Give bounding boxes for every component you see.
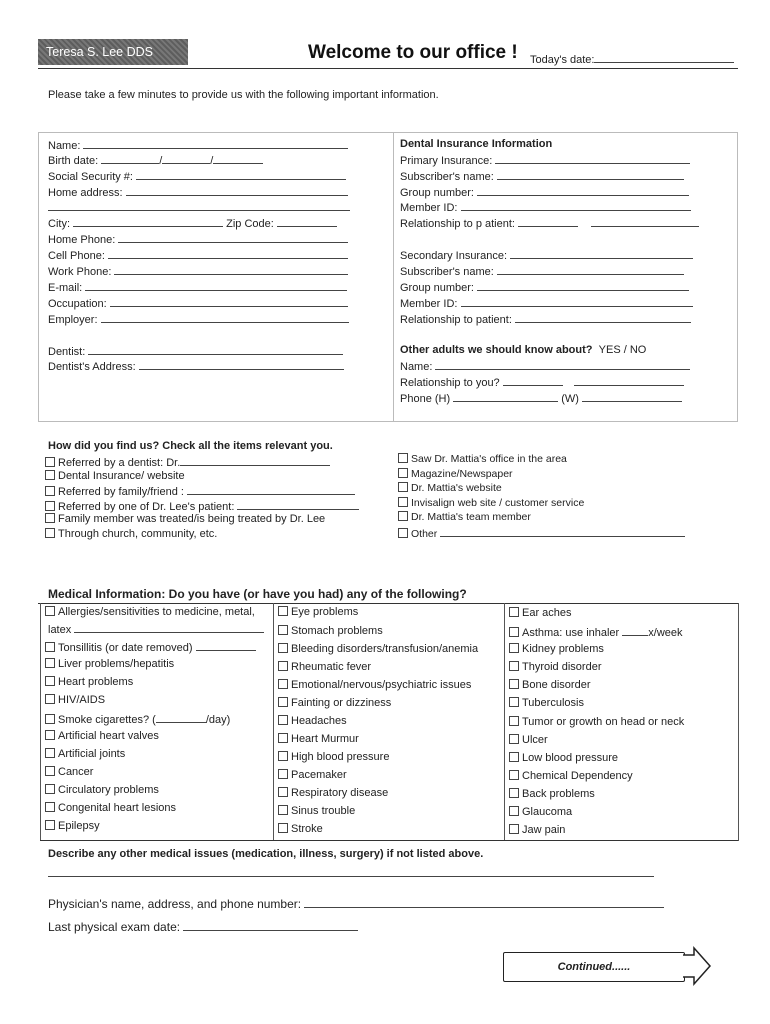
medical-item[interactable] — [278, 715, 347, 727]
other-issues-line[interactable] — [48, 876, 654, 877]
medical-item[interactable] — [45, 640, 256, 654]
checkbox[interactable] — [45, 528, 55, 538]
medical-item-label: Respiratory disease — [291, 787, 389, 799]
medical-item-label: Congenital heart lesions — [58, 802, 177, 814]
medical-item[interactable] — [509, 716, 684, 728]
referral-option-other[interactable] — [398, 526, 685, 541]
city-label: City: — [48, 218, 70, 230]
checkbox[interactable] — [278, 751, 288, 761]
medical-item[interactable] — [278, 625, 383, 637]
subscriber-name-2-field[interactable] — [400, 264, 684, 278]
medical-item[interactable] — [45, 820, 100, 832]
referral-option-label: Referred by family/friend : — [58, 486, 184, 498]
checkbox[interactable] — [509, 752, 519, 762]
medical-right-border — [738, 603, 739, 841]
checkbox[interactable] — [509, 697, 519, 707]
medical-item[interactable] — [278, 679, 471, 691]
address-line-2[interactable] — [48, 210, 350, 211]
other-adults-yes-no[interactable]: YES / NO — [598, 344, 647, 356]
checkbox[interactable] — [509, 770, 519, 780]
continued-label: Continued...... — [503, 952, 685, 982]
medical-item[interactable] — [278, 606, 358, 618]
home-address-label: Home address: — [48, 187, 123, 199]
medical-item[interactable] — [278, 769, 347, 781]
header-rule — [38, 68, 738, 69]
checkbox[interactable] — [278, 823, 288, 833]
member-id-2-label: Member ID: — [400, 298, 458, 310]
medical-item-label: Bleeding disorders/transfusion/anemia — [291, 643, 479, 655]
section-right-border — [737, 132, 738, 422]
checkbox[interactable] — [398, 453, 408, 463]
checkbox[interactable] — [278, 697, 288, 707]
medical-item-cont[interactable] — [48, 622, 264, 636]
medical-item[interactable] — [45, 694, 105, 706]
medical-item-label: Asthma: use inhaler — [522, 627, 620, 639]
group-number-2-label: Group number: — [400, 282, 474, 294]
last-exam-field[interactable] — [48, 920, 358, 934]
referral-option-dentist[interactable] — [45, 455, 359, 470]
home-address-field[interactable] — [48, 185, 348, 199]
referral-option-magazine[interactable] — [398, 468, 685, 483]
page-title: Welcome to our office ! — [308, 42, 518, 63]
checkbox[interactable] — [45, 470, 55, 480]
medical-item[interactable] — [278, 787, 388, 799]
medical-item-label: Bone disorder — [522, 679, 591, 691]
checkbox[interactable] — [45, 784, 55, 794]
medical-item-label: Liver problems/hepatitis — [58, 658, 175, 670]
secondary-insurance-label: Secondary Insurance: — [400, 250, 508, 262]
dentist-address-label: Dentist's Address: — [48, 361, 136, 373]
medical-item[interactable] — [509, 752, 618, 764]
checkbox[interactable] — [398, 497, 408, 507]
medical-item[interactable] — [509, 643, 604, 655]
checkbox[interactable] — [278, 769, 288, 779]
medical-item[interactable] — [45, 748, 125, 760]
other-adult-relationship-label: Relationship to you? — [400, 377, 500, 389]
other-adult-name-label: Name: — [400, 361, 433, 373]
dentist-address-field[interactable] — [48, 359, 344, 373]
referral-option-website[interactable] — [398, 482, 685, 497]
work-phone-field[interactable] — [48, 264, 348, 278]
referral-option-label: Through church, community, etc. — [58, 527, 218, 540]
checkbox[interactable] — [45, 513, 55, 523]
occupation-field[interactable] — [48, 296, 348, 310]
group-number-field[interactable] — [400, 185, 689, 199]
checkbox[interactable] — [509, 806, 519, 816]
referral-option-label: Magazine/Newspaper — [411, 467, 513, 480]
section-top-rule — [38, 132, 738, 133]
medical-item-label: Eye problems — [291, 606, 359, 618]
checkbox[interactable] — [278, 805, 288, 815]
work-phone-label: Work Phone: — [48, 266, 112, 278]
medical-item[interactable] — [509, 770, 633, 782]
physician-field[interactable] — [48, 897, 664, 911]
todays-date-label: Today's date: — [530, 54, 595, 66]
medical-item-label: Tuberculosis — [522, 697, 584, 709]
medical-item-label: Tonsillitis (or date removed) — [58, 642, 193, 654]
birth-date-slash: / — [159, 155, 163, 167]
referral-option-family-treated[interactable] — [45, 513, 359, 528]
checkbox[interactable] — [45, 714, 55, 724]
medical-item-label: Pacemaker — [291, 769, 347, 781]
other-issues-label: Describe any other medical issues (medication, illness, surgery) if not listed above. — [48, 848, 484, 860]
medical-item[interactable] — [278, 661, 371, 673]
medical-item-label: Stroke — [291, 823, 323, 835]
medical-item[interactable] — [509, 824, 565, 836]
occupation-label: Occupation: — [48, 298, 107, 310]
medical-item-label: HIV/AIDS — [58, 694, 106, 706]
insurance-title: Dental Insurance Information — [400, 138, 553, 150]
medical-item[interactable] — [45, 784, 159, 796]
checkbox[interactable] — [45, 658, 55, 668]
medical-bottom-rule — [40, 840, 738, 841]
relationship-2-field[interactable] — [400, 312, 691, 326]
name-field[interactable] — [48, 138, 348, 152]
medical-item-label: Epilepsy — [58, 820, 100, 832]
checkbox[interactable] — [509, 788, 519, 798]
ssn-label: Social Security #: — [48, 171, 133, 183]
medical-item-label: High blood pressure — [291, 751, 390, 763]
secondary-insurance-field[interactable] — [400, 248, 693, 262]
employer-label: Employer: — [48, 314, 98, 326]
medical-item-label: Fainting or dizziness — [291, 697, 392, 709]
physician-label: Physician's name, address, and phone number: — [48, 897, 302, 911]
referral-option-patient[interactable] — [45, 499, 359, 514]
checkbox[interactable] — [398, 482, 408, 492]
checkbox[interactable] — [509, 824, 519, 834]
medical-item[interactable] — [278, 733, 359, 745]
checkbox[interactable] — [45, 457, 55, 467]
other-adult-relationship-field[interactable] — [400, 375, 684, 389]
medical-item[interactable] — [45, 712, 230, 726]
medical-item[interactable] — [45, 606, 255, 618]
checkbox[interactable] — [278, 715, 288, 725]
dentist-label: Dentist: — [48, 346, 86, 358]
medical-item[interactable] — [45, 802, 176, 814]
referral-title: How did you find us? Check all the items relevant you. — [48, 440, 333, 452]
referral-option-label: Invisalign web site / customer service — [411, 496, 585, 509]
medical-item-label: x/week — [648, 627, 683, 639]
referral-option-insurance[interactable] — [45, 470, 359, 485]
medical-item-label: Tumor or growth on head or neck — [522, 716, 685, 728]
medical-item-label: Thyroid disorder — [522, 661, 602, 673]
medical-item[interactable] — [278, 805, 355, 817]
referral-option-family[interactable] — [45, 484, 359, 499]
other-adult-name-field[interactable] — [400, 359, 690, 373]
referral-option-church[interactable] — [45, 528, 359, 543]
section-left-border — [38, 132, 39, 422]
medical-divider-2 — [504, 603, 505, 841]
birth-date-slash: / — [210, 155, 214, 167]
other-adult-work-label: (W) — [561, 393, 579, 405]
referral-option-saw-office[interactable] — [398, 453, 685, 468]
checkbox[interactable] — [509, 607, 519, 617]
medical-divider-1 — [273, 603, 274, 841]
zip-label: Zip Code: — [226, 218, 274, 230]
medical-item[interactable] — [278, 643, 478, 655]
checkbox[interactable] — [278, 661, 288, 671]
dentist-field[interactable] — [48, 344, 343, 358]
checkbox[interactable] — [45, 766, 55, 776]
section-bottom-rule — [38, 421, 738, 422]
subscriber-name-field[interactable] — [400, 169, 684, 183]
checkbox[interactable] — [398, 468, 408, 478]
medical-item[interactable] — [509, 661, 601, 673]
cell-phone-label: Cell Phone: — [48, 250, 105, 262]
birth-date-field[interactable] — [48, 153, 263, 167]
checkbox[interactable] — [509, 679, 519, 689]
cell-phone-field[interactable] — [48, 248, 348, 262]
checkbox[interactable] — [45, 676, 55, 686]
medical-item[interactable] — [278, 823, 323, 835]
referral-option-label: Referred by one of Dr. Lee's patient: — [58, 500, 235, 513]
checkbox[interactable] — [509, 643, 519, 653]
member-id-field[interactable] — [400, 200, 691, 214]
medical-item-label: Chemical Dependency — [522, 770, 633, 782]
medical-item[interactable] — [278, 751, 389, 763]
medical-item[interactable] — [45, 658, 174, 670]
medical-item-label: /day) — [205, 714, 231, 726]
relationship-2-label: Relationship to patient: — [400, 314, 512, 326]
medical-item-label: Headaches — [291, 715, 347, 727]
medical-top-rule — [38, 603, 738, 604]
medical-item[interactable] — [278, 697, 391, 709]
checkbox[interactable] — [45, 820, 55, 830]
referral-option-label: Referred by a dentist: Dr. — [58, 457, 181, 469]
referral-left-list — [45, 455, 359, 542]
name-label: Name: — [48, 140, 81, 152]
other-adults-question — [400, 344, 646, 356]
other-adults-title: Other adults we should know about? — [400, 344, 593, 356]
arrow-right-icon — [682, 946, 712, 986]
medical-item[interactable] — [509, 679, 591, 691]
checkbox[interactable] — [45, 694, 55, 704]
home-phone-label: Home Phone: — [48, 234, 116, 246]
checkbox[interactable] — [45, 501, 55, 511]
medical-item-label: Artificial joints — [58, 748, 126, 760]
medical-item[interactable] — [509, 788, 595, 800]
email-label: E-mail: — [48, 282, 83, 294]
medical-item-label: Glaucoma — [522, 806, 573, 818]
subscriber-name-2-label: Subscriber's name: — [400, 266, 494, 278]
email-field[interactable] — [48, 280, 347, 294]
medical-item-label: Low blood pressure — [522, 752, 619, 764]
medical-item[interactable] — [509, 806, 572, 818]
relationship-field[interactable] — [400, 216, 699, 230]
medical-item[interactable] — [509, 625, 683, 639]
medical-item-label: latex — [48, 624, 72, 636]
medical-item-label: Ulcer — [522, 734, 548, 746]
checkbox[interactable] — [278, 625, 288, 635]
referral-right-list — [398, 453, 685, 540]
medical-item-label: Cancer — [58, 766, 94, 778]
todays-date-field[interactable] — [530, 52, 734, 66]
medical-item[interactable] — [45, 730, 159, 742]
referral-option-label: Other — [411, 527, 438, 540]
home-phone-field[interactable] — [48, 232, 348, 246]
checkbox[interactable] — [398, 528, 408, 538]
city-field[interactable] — [48, 216, 337, 230]
other-adult-phone-field[interactable] — [400, 391, 682, 405]
medical-item[interactable] — [509, 697, 584, 709]
medical-item-label: Smoke cigarettes? ( — [58, 714, 156, 726]
relationship-label: Relationship to p atient: — [400, 218, 515, 230]
referral-option-label: Dental Insurance/ website — [58, 469, 185, 482]
checkbox[interactable] — [509, 734, 519, 744]
medical-item[interactable] — [509, 734, 548, 746]
checkbox[interactable] — [509, 627, 519, 637]
medical-item-label: Rheumatic fever — [291, 661, 372, 673]
referral-option-label: Dr. Mattia's team member — [411, 511, 531, 523]
medical-item-label: Emotional/nervous/psychiatric issues — [291, 679, 472, 691]
checkbox[interactable] — [45, 606, 55, 616]
checkbox[interactable] — [278, 606, 288, 616]
referral-option-invisalign[interactable] — [398, 497, 685, 512]
other-adult-phone-label: Phone (H) — [400, 393, 451, 405]
section-middle-divider — [393, 132, 394, 422]
checkbox[interactable] — [45, 486, 55, 496]
checkbox[interactable] — [509, 661, 519, 671]
intro-text: Please take a few minutes to provide us with the following important information. — [48, 89, 439, 101]
medical-item-label: Circulatory problems — [58, 784, 159, 796]
medical-item-label: Allergies/sensitivities to medicine, metal, — [58, 606, 255, 618]
checkbox[interactable] — [509, 716, 519, 726]
medical-title: Medical Information: Do you have (or have you had) any of the following? — [48, 587, 467, 601]
medical-item-label: Back problems — [522, 788, 595, 800]
checkbox[interactable] — [398, 511, 408, 521]
member-id-2-field[interactable] — [400, 296, 693, 310]
checkbox[interactable] — [278, 733, 288, 743]
birth-date-label: Birth date: — [48, 155, 99, 167]
referral-option-team-member[interactable] — [398, 511, 685, 526]
medical-item-label: Stomach problems — [291, 625, 383, 637]
referral-option-label: Saw Dr. Mattia's office in the area — [411, 453, 567, 465]
subscriber-name-label: Subscriber's name: — [400, 171, 494, 183]
todays-date-line[interactable] — [594, 52, 734, 63]
checkbox[interactable] — [45, 730, 55, 740]
member-id-label: Member ID: — [400, 202, 458, 214]
primary-insurance-field[interactable] — [400, 153, 690, 167]
medical-item-label: Jaw pain — [522, 824, 566, 836]
checkbox[interactable] — [45, 642, 55, 652]
ssn-field[interactable] — [48, 169, 346, 183]
group-number-label: Group number: — [400, 187, 474, 199]
practice-name-banner: Teresa S. Lee DDS — [38, 39, 188, 65]
checkbox[interactable] — [45, 748, 55, 758]
medical-item-label: Heart problems — [58, 676, 134, 688]
referral-option-label: Family member was treated/is being treated by Dr. Lee — [58, 513, 326, 525]
group-number-2-field[interactable] — [400, 280, 689, 294]
primary-insurance-label: Primary Insurance: — [400, 155, 493, 167]
referral-option-label: Dr. Mattia's website — [411, 482, 502, 494]
medical-item[interactable] — [509, 607, 572, 619]
checkbox[interactable] — [278, 643, 288, 653]
last-exam-label: Last physical exam date: — [48, 920, 181, 934]
checkbox[interactable] — [278, 679, 288, 689]
medical-item-label: Heart Murmur — [291, 733, 359, 745]
medical-item[interactable] — [45, 766, 93, 778]
checkbox[interactable] — [45, 802, 55, 812]
medical-item-label: Kidney problems — [522, 643, 604, 655]
employer-field[interactable] — [48, 312, 349, 326]
medical-left-border — [40, 603, 41, 841]
checkbox[interactable] — [278, 787, 288, 797]
medical-item-label: Ear aches — [522, 607, 572, 619]
medical-item[interactable] — [45, 676, 133, 688]
medical-item-label: Sinus trouble — [291, 805, 356, 817]
medical-item-label: Artificial heart valves — [58, 730, 159, 742]
